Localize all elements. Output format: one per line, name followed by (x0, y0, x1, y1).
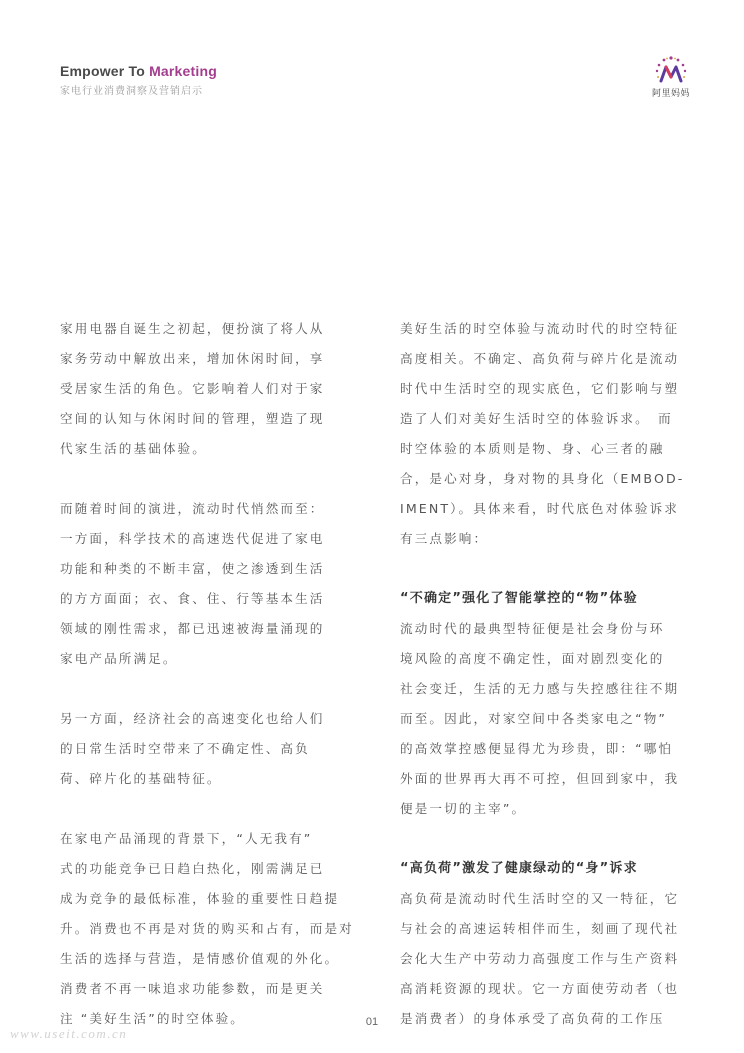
text-line: 家务劳动中解放出来，增加休闲时间，享 (60, 351, 325, 366)
brand-subtitle: 家电行业消费洞察及营销启示 (60, 86, 203, 97)
text-line: 合，是心对身，身对物的具身化（EMBOD- (400, 471, 685, 486)
text-line: 注 “美好生活”的时空体验。 (60, 1011, 245, 1026)
text-line: 外面的世界再大再不可控，但回到家中，我 (400, 771, 680, 786)
document-header (60, 63, 217, 97)
brand-accent: Marketing (149, 63, 217, 79)
text-line: 家用电器自诞生之初起，便扮演了将人从 (60, 321, 325, 336)
section-heading: “高负荷”激发了健康绿动的“身”诉求 (400, 861, 638, 876)
text-line: 高度相关。不确定、高负荷与碎片化是流动 (400, 351, 680, 366)
text-line: 会化大生产中劳动力高强度工作与生产资料 (400, 951, 680, 966)
text-line: 流动时代的最典型特征便是社会身份与环 (400, 621, 665, 636)
brand-prefix: Empower To (60, 63, 150, 79)
text-line: 是消费者）的身体承受了高负荷的工作压 (400, 1011, 665, 1026)
text-line: 社会变迁，生活的无力感与失控感往往不期 (400, 681, 680, 696)
text-line: 领域的刚性需求，都已迅速被海量涌现的 (60, 621, 325, 636)
text-line: 一方面，科学技术的高速迭代促进了家电 (60, 531, 325, 546)
text-line: 而随着时间的演进，流动时代悄然而至： (60, 501, 325, 516)
right-column (400, 314, 690, 1034)
text-line: 的日常生活时空带来了不确定性、高负 (60, 741, 310, 756)
section-heading: “不确定”强化了智能掌控的“物”体验 (400, 591, 638, 606)
paragraph-gap (60, 674, 350, 704)
text-line: 高负荷是流动时代生活时空的又一特征，它 (400, 891, 680, 906)
text-line: 境风险的高度不确定性，面对剧烈变化的 (400, 651, 665, 666)
paragraph-gap (400, 824, 690, 854)
text-line: IMENT）。具体来看，时代底色对体验诉求 (400, 501, 679, 516)
alimama-logo (648, 55, 694, 103)
text-line: 功能和种类的不断丰富，使之渗透到生活 (60, 561, 325, 576)
text-line: 而至。因此，对家空间中各类家电之“物” (400, 711, 668, 726)
text-line: 造了人们对美好生活时空的体验诉求。 而 (400, 411, 673, 426)
text-line: 便是一切的主宰”。 (400, 801, 527, 816)
text-line: 消费者不再一味追求功能参数，而是更关 (60, 981, 325, 996)
watermark: www.useit.com.cn (10, 1026, 128, 1041)
text-line: 代家生活的基础体验。 (60, 441, 207, 456)
left-column (60, 314, 354, 1034)
text-line: 另一方面，经济社会的高速变化也给人们 (60, 711, 325, 726)
text-line: 生活的选择与营造，是情感价值观的外化。 (60, 951, 340, 966)
text-line: 升。消费也不再是对货的购买和占有，而是对 (60, 921, 354, 936)
text-line: 空间的认知与休闲时间的管理，塑造了现 (60, 411, 325, 426)
logo-text: 阿里妈妈 (651, 89, 690, 99)
paragraph-gap (60, 464, 350, 494)
paragraph-gap (60, 794, 350, 824)
text-line: 有三点影响： (400, 531, 489, 546)
text-line: 的方方面面；衣、食、住、行等基本生活 (60, 591, 325, 606)
text-line: 在家电产品涌现的背景下，“人无我有” (60, 831, 313, 846)
text-line: 荷、碎片化的基础特征。 (60, 771, 222, 786)
text-line: 式的功能竞争已日趋白热化，刚需满足已 (60, 861, 325, 876)
text-line: 与社会的高速运转相伴而生，刻画了现代社 (400, 921, 680, 936)
brand-title (60, 63, 217, 79)
alimama-logo-icon (654, 55, 688, 85)
text-line: 受居家生活的角色。它影响着人们对于家 (60, 381, 325, 396)
text-line: 成为竞争的最低标准，体验的重要性日趋提 (60, 891, 340, 906)
paragraph-gap (400, 554, 690, 584)
page-number: 01 (365, 1016, 379, 1028)
text-line: 美好生活的时空体验与流动时代的时空特征 (400, 321, 680, 336)
text-line: 时代中生活时空的现实底色，它们影响与塑 (400, 381, 680, 396)
text-line: 时空体验的本质则是物、身、心三者的融 (400, 441, 665, 456)
text-line: 高消耗资源的现状。它一方面使劳动者（也 (400, 981, 680, 996)
text-line: 的高效掌控感便显得尤为珍贵，即：“哪怕 (400, 741, 674, 756)
text-line: 家电产品所满足。 (60, 651, 178, 666)
